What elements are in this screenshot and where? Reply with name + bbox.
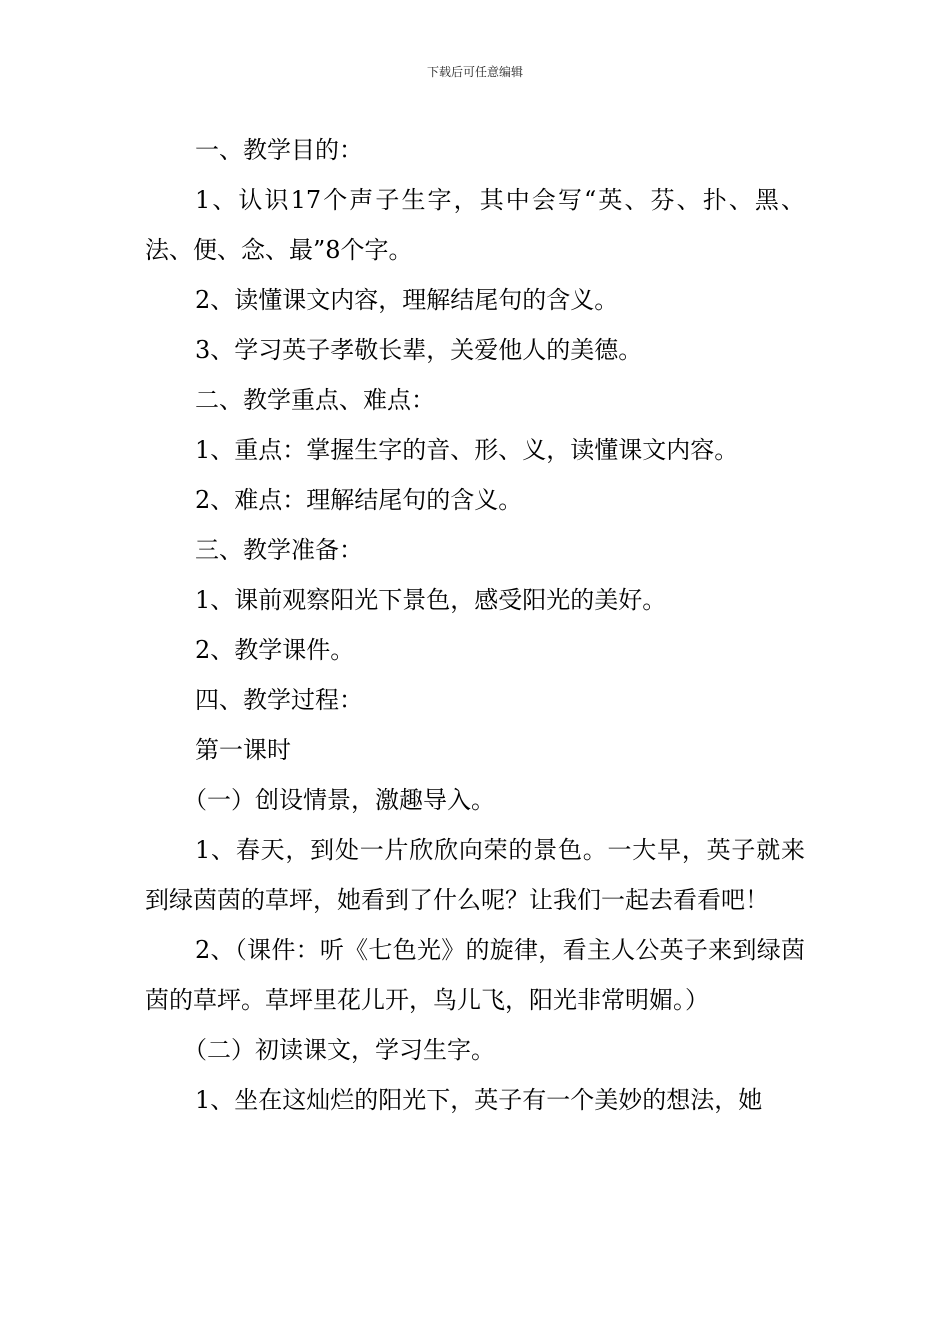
preparation-item-2: 2、教学课件。 — [195, 636, 355, 664]
subsection-heading-1: （一）创设情景，激趣导入。 — [183, 786, 495, 814]
lesson-title: 第一课时 — [195, 736, 291, 764]
key-point-item-2: 2、难点：理解结尾句的含义。 — [195, 486, 523, 514]
section-heading-objectives: 一、教学目的： — [195, 136, 363, 164]
process-paragraph-2: 2、（课件：听《七色光》的旋律，看主人公英子来到绿茵茵的草坪。草坪里花儿开，鸟儿飞，阳光非常明媚。） — [145, 936, 805, 1014]
document-body — [145, 125, 805, 1125]
preparation-item-1: 1、课前观察阳光下景色，感受阳光的美好。 — [195, 586, 667, 614]
key-point-item-1: 1、重点：掌握生字的音、形、义，读懂课文内容。 — [195, 436, 739, 464]
objective-item-3: 3、学习英子孝敬长辈，关爱他人的美德。 — [195, 336, 643, 364]
objective-item-1: 1、认识17个声子生字，其中会写“英、芬、扑、黑、法、便、念、最”8个字。 — [145, 186, 805, 264]
process-paragraph-3: 1、坐在这灿烂的阳光下，英子有一个美妙的想法，她 — [195, 1086, 763, 1114]
subsection-heading-2: （二）初读课文，学习生字。 — [183, 1036, 495, 1064]
section-heading-process: 四、教学过程： — [195, 686, 363, 714]
page-header-note: 下载后可任意编辑 — [426, 65, 523, 79]
section-heading-preparation: 三、教学准备： — [195, 536, 363, 564]
objective-item-2: 2、读懂课文内容，理解结尾句的含义。 — [195, 286, 619, 314]
section-heading-key-points: 二、教学重点、难点： — [195, 386, 435, 414]
process-paragraph-1: 1、春天，到处一片欣欣向荣的景色。一大早，英子就来到绿茵茵的草坪，她看到了什么呢？让我们一起去看看吧！ — [145, 836, 805, 914]
